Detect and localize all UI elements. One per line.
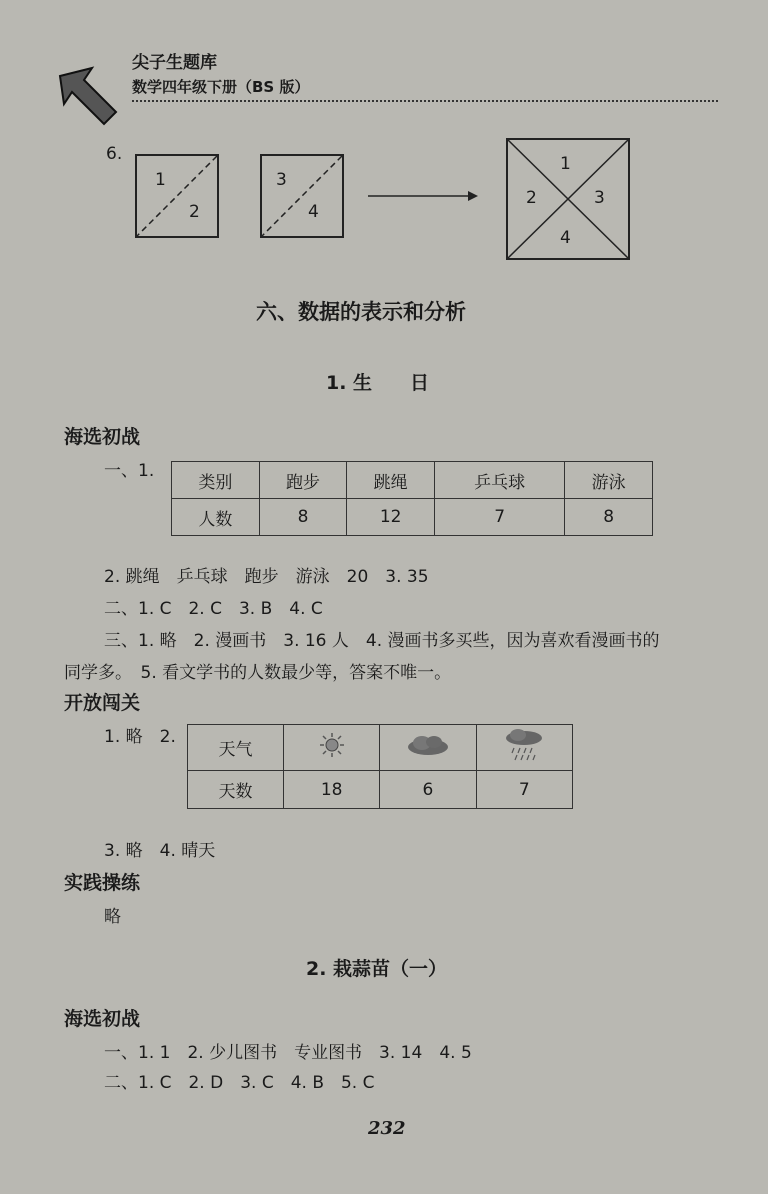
lesson2-line-a: 一、1. 1 2. 少儿图书 专业图书 3. 14 4. 5 [104,1043,472,1063]
table-cell: 7 [435,499,565,536]
table-header: 类别 [172,462,260,499]
rain-icon [504,728,544,762]
header-subtitle: 数学四年级下册（BS 版） [132,78,310,96]
lesson1-line-b: 二、1. C 2. C 3. B 4. C [104,599,323,619]
square-2-part-4: 4 [308,202,319,222]
arrow-logo-icon [56,64,120,128]
table-cell: 人数 [172,499,260,536]
square-1-part-1: 1 [155,170,166,190]
lesson1-line-f: 略 [104,907,121,927]
lesson1-line-d: 同学多。 5. 看文学书的人数最少等，答案不唯一。 [64,663,452,683]
table-header: 跑步 [259,462,347,499]
lesson1-q2-prefix: 1. 略 2. [104,727,176,747]
lesson1-line-c: 三、1. 略 2. 漫画书 3. 16 人 4. 漫画书多买些，因为喜欢看漫画书的 [104,631,660,651]
q6-label: 6. [106,144,123,164]
table-header: 天气 [188,725,284,771]
table-cell: 6 [380,771,476,809]
chapter-title: 六、数据的表示和分析 [256,300,466,324]
result-part-4: 4 [560,228,571,248]
header-title: 尖子生题库 [132,53,217,73]
table-header: 跳绳 [347,462,435,499]
lesson1-line-a: 2. 跳绳 乒乓球 跑步 游泳 20 3. 35 [104,567,429,587]
lesson2-title: 2. 栽蒜苗（一） [306,958,448,980]
lesson1-title: 1. 生 日 [326,372,430,394]
header-divider [132,100,718,102]
lesson1-section-shijian: 实践操练 [64,872,141,894]
sun-icon [318,731,346,759]
lesson2-section-haixuan: 海选初战 [64,1008,141,1030]
result-part-3: 3 [594,188,605,208]
arrow-right-icon [368,188,478,204]
weather-cloudy-cell [380,725,476,771]
result-square [506,138,630,260]
table-cell: 8 [565,499,653,536]
square-1-part-2: 2 [189,202,200,222]
table-cell: 12 [347,499,435,536]
result-part-2: 2 [526,188,537,208]
weather-table [187,724,573,809]
square-1 [135,154,219,238]
table-header: 游泳 [565,462,653,499]
table-cell: 18 [284,771,380,809]
result-part-1: 1 [560,154,571,174]
lesson1-section-kaifang: 开放闯关 [64,692,141,714]
table-cell: 天数 [188,771,284,809]
sports-table [171,461,653,536]
table-cell: 7 [476,771,572,809]
weather-rain-cell [476,725,572,771]
cloudy-icon [406,733,450,757]
table-cell: 8 [259,499,347,536]
lesson1-section-haixuan: 海选初战 [64,426,141,448]
lesson2-line-b: 二、1. C 2. D 3. C 4. B 5. C [104,1073,375,1093]
table-header: 乒乓球 [435,462,565,499]
lesson1-line-e: 3. 略 4. 晴天 [104,841,216,861]
square-2-part-3: 3 [276,170,287,190]
weather-sunny-cell [284,725,380,771]
lesson1-q1-prefix: 一、1. [104,461,155,481]
square-2 [260,154,344,238]
page-number: 232 [368,1118,406,1139]
